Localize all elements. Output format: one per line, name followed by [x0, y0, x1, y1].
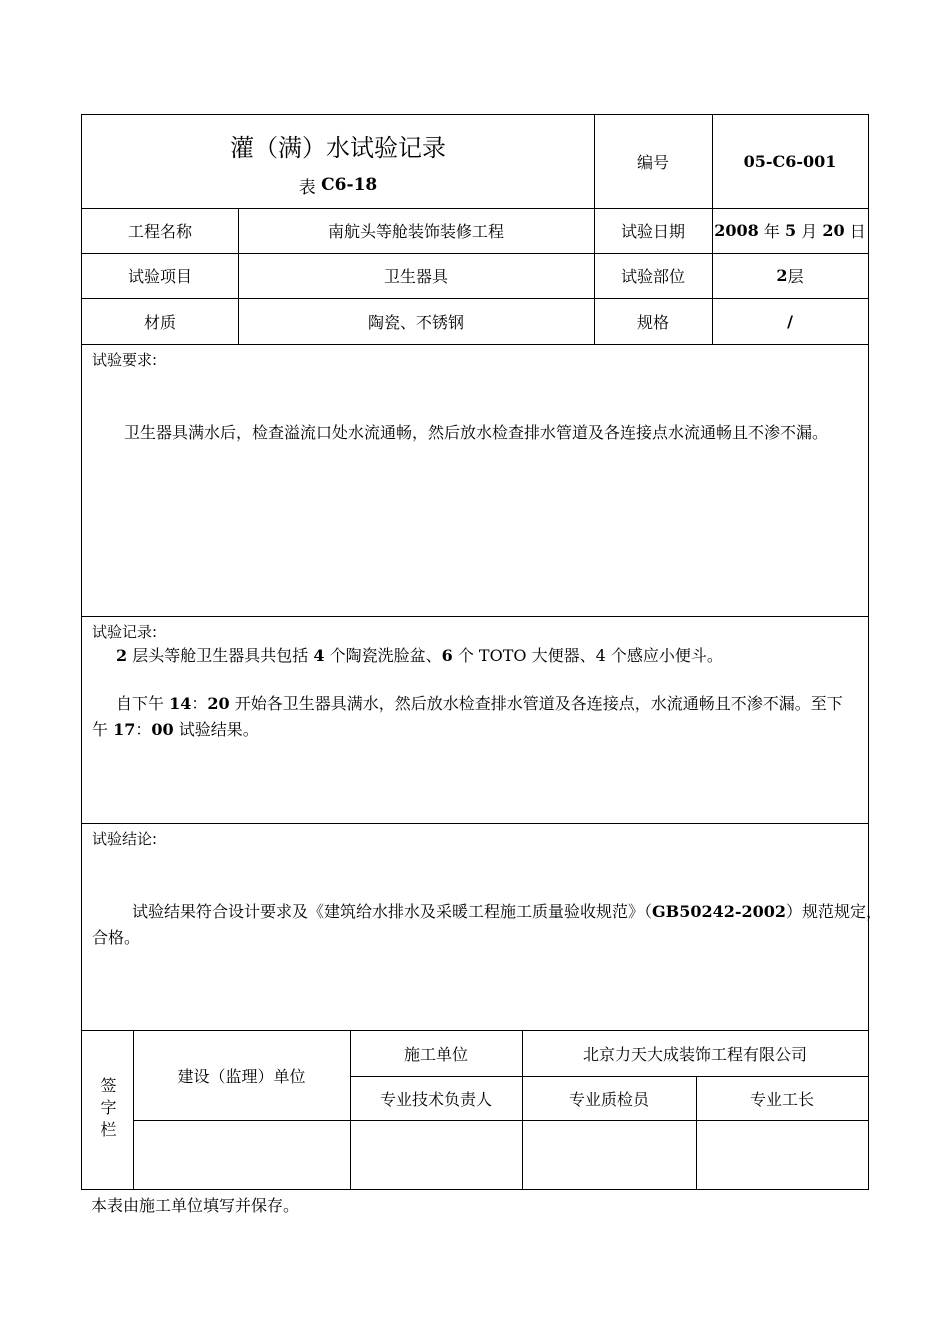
record-line-2 [116, 691, 866, 717]
owner-unit-label: 建设（监理）单位 [177, 1066, 306, 1086]
form-number-prefix: 表 [298, 177, 316, 198]
foreman-label: 专业工长 [749, 1089, 814, 1109]
requirements-label: 试验要求: [92, 351, 158, 369]
floor-unit: 层 [787, 267, 804, 286]
floor-number: 2 [776, 266, 788, 285]
code-label: 编号 [636, 153, 669, 172]
record-text: 个 TOTO 大便器、4 个感应小便斗。 [457, 646, 723, 665]
spec-label: 规格 [636, 312, 669, 332]
material-label: 材质 [143, 312, 176, 332]
test-item-label: 试验项目 [127, 267, 192, 286]
record-line-3 [92, 717, 864, 743]
qc-label: 专业质检员 [568, 1089, 649, 1109]
record-number: 14 [169, 694, 192, 713]
project-name-value: 南航头等舱装饰装修工程 [327, 222, 504, 241]
record-text: 自下午 [116, 694, 165, 713]
divider [82, 823, 868, 824]
record-text: 层头等舱卫生器具共包括 [132, 646, 309, 665]
footer-note: 本表由施工单位填写并保存。 [91, 1196, 300, 1215]
record-label: 试验记录: [92, 623, 158, 641]
requirements-text: 卫生器具满水后，检查溢流口处水流通畅，然后放水检查排水管道及各连接点水流通畅且不渗不漏。 [124, 423, 829, 442]
test-date-label: 试验日期 [620, 222, 685, 241]
date-year: 2008 [714, 221, 759, 240]
date-year-unit: 年 [763, 222, 780, 241]
code-value: 05-C6-001 [743, 152, 837, 171]
record-number: 6 [441, 646, 453, 665]
form-number-value: C6-18 [321, 175, 378, 195]
conclusion-label: 试验结论: [92, 830, 158, 848]
material-value: 陶瓷、不锈钢 [367, 312, 464, 332]
spec-value: / [787, 311, 793, 331]
page-title: 灌（满）水试验记录 [230, 133, 446, 162]
test-item-value: 卫生器具 [383, 267, 448, 286]
record-line-1 [116, 643, 864, 669]
test-location-value [712, 253, 868, 298]
test-record-form [81, 114, 883, 1190]
divider [134, 1120, 868, 1121]
test-date-value [712, 208, 868, 253]
builder-label: 施工单位 [403, 1044, 468, 1064]
record-number: 17 [113, 720, 136, 739]
record-number: 00 [151, 720, 174, 739]
divider [82, 616, 868, 617]
conclusion-text: ）规范规定， [786, 902, 883, 921]
conclusion-line-2: 合格。 [92, 928, 141, 947]
test-location-label: 试验部位 [620, 267, 685, 286]
record-number: 4 [313, 646, 325, 665]
record-text: 开始各卫生器具满水，然后放水检查排水管道及各连接点，水流通畅且不渗不漏。至下 [234, 694, 843, 713]
project-name-label: 工程名称 [127, 222, 192, 241]
standard-code: GB50242-2002 [652, 902, 787, 921]
record-text: 试验结果。 [178, 720, 259, 739]
date-day: 20 [822, 221, 845, 240]
record-text: 个陶瓷洗脸盆、 [329, 646, 442, 665]
date-day-unit: 日 [849, 222, 866, 241]
signature-label: 签字栏 [98, 1077, 117, 1143]
builder-name: 北京力天大成装饰工程有限公司 [582, 1044, 807, 1064]
tech-lead-label: 专业技术负责人 [379, 1089, 492, 1109]
form-number [82, 171, 594, 199]
conclusion-line-1 [132, 899, 883, 925]
record-text: ： [135, 720, 152, 739]
record-number: 20 [207, 694, 230, 713]
conclusion-text: 试验结果符合设计要求及《建筑给水排水及采暖工程施工质量验收规范》（ [132, 902, 653, 921]
record-text: ： [191, 694, 208, 713]
date-month-unit: 月 [801, 222, 818, 241]
record-text: 午 [92, 720, 109, 739]
record-number: 2 [116, 646, 128, 665]
date-month: 5 [785, 221, 797, 240]
divider [82, 344, 868, 345]
